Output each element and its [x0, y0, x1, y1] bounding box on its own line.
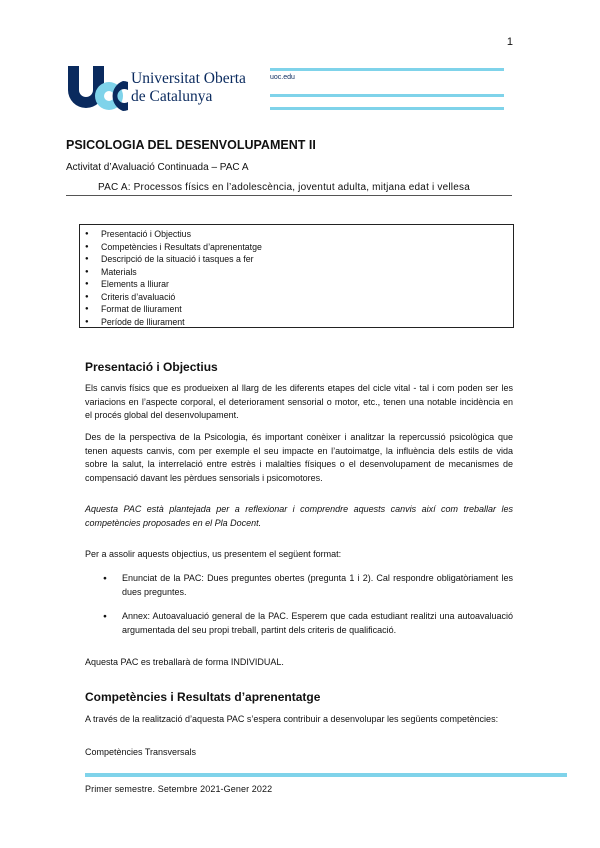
uoc-logo: [66, 66, 266, 114]
paragraph: Els canvis físics que es produeixen al llarg de les diferents etapes del cicle vital - tal i com poden ser les variacions en l’aspecte corporal, el deteriorament sensorial o motor, etc., tenen una notable incidència en el procés global del desenvolupament.: [85, 383, 513, 420]
uoc-logo-mark-icon: [66, 66, 128, 112]
university-name-line2: de Catalunya: [131, 88, 213, 105]
toc-item: ● Període de lliurament: [80, 316, 513, 329]
header-rule-middle: [270, 94, 504, 97]
toc-item: ● Elements a lliurar: [80, 278, 513, 291]
university-name: [131, 70, 246, 106]
toc-item: ● Competències i Resultats d’aprenentatge: [80, 241, 513, 254]
page-number: 1: [506, 36, 513, 48]
section-heading-competencies: Competències i Resultats d’aprenentatge: [85, 690, 321, 704]
format-list: [103, 572, 513, 648]
header-rule-bottom: [270, 107, 504, 110]
footer-text: Primer semestre. Setembre 2021-Gener 2022: [85, 784, 273, 794]
paragraph: Per a assolir aquests objectius, us presentem el següent format:: [85, 549, 342, 559]
paragraph: A través de la realització d’aquesta PAC s’espera contribuir a desenvolupar les següents competències:: [85, 714, 499, 724]
document-title: PSICOLOGIA DEL DESENVOLUPAMENT II: [66, 138, 316, 152]
header-url: uoc.edu: [270, 74, 295, 81]
paragraph: Aquesta PAC es treballarà de forma INDIVIDUAL.: [85, 657, 284, 667]
toc-item: ● Format de lliurament: [80, 303, 513, 316]
table-of-contents: [79, 224, 514, 328]
toc-list: [80, 225, 513, 328]
paragraph: Des de la perspectiva de la Psicologia, és important conèixer i analitzar la repercussió psicològica que tenen aquests canvis, com per exemple el seu impacte en l’autoimatge, la influència dels estils de vida sobre la salut, la interrelació entre estrès i malalties físiques o el desenvolupament de mecanismes de compensació davant les pèrdues sensorials i psicomotores.: [85, 432, 513, 483]
paragraph-italic: Aquesta PAC està plantejada per a reflexionar i comprendre aquests canvis així com treballar les competències proposades en el Pla Docent.: [85, 504, 513, 528]
title-divider: [66, 195, 512, 196]
list-item: ● Annex: Autoavaluació general de la PAC. Esperem que cada estudiant realitzi una autoavaluació argumentada del seu propi treball, partint dels criteris de qualificació.: [103, 610, 513, 637]
footer-rule: [85, 773, 567, 777]
section-heading-presentation: Presentació i Objectius: [85, 360, 218, 374]
university-name-line1: Universitat Oberta: [131, 70, 246, 87]
toc-item: ● Descripció de la situació i tasques a fer: [80, 253, 513, 266]
list-item: ● Enunciat de la PAC: Dues preguntes obertes (pregunta 1 i 2). Cal respondre obligatòriament les dues preguntes.: [103, 572, 513, 599]
toc-item: ● Criteris d’avaluació: [80, 291, 513, 304]
paragraph: Competències Transversals: [85, 747, 197, 757]
pac-description: PAC A: Processos físics en l’adolescència, joventut adulta, mitjana edat i vellesa: [98, 182, 470, 193]
document-subtitle: Activitat d’Avaluació Continuada – PAC A: [66, 162, 249, 173]
toc-item: ● Materials: [80, 266, 513, 279]
toc-item: ● Presentació i Objectius: [80, 228, 513, 241]
header-rule-top: [270, 68, 504, 71]
